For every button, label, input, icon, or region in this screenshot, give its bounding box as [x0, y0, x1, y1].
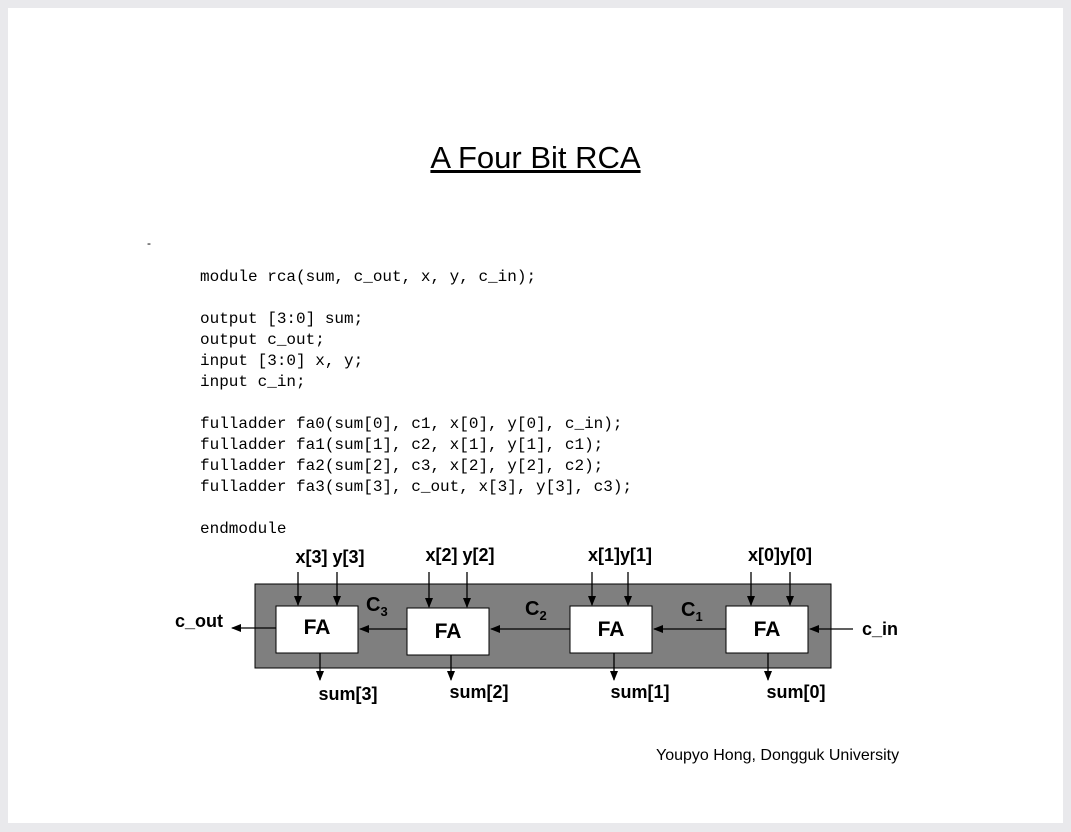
- fa-label: FA: [753, 618, 781, 641]
- stray-dash: -: [147, 236, 151, 250]
- author-credit: Youpyo Hong, Dongguk University: [656, 747, 900, 764]
- c-out-label: c_out: [175, 611, 224, 631]
- code-line: input [3:0] x, y;: [200, 352, 364, 370]
- code-line: endmodule: [200, 520, 287, 538]
- input-label-2: x[2] y[2]: [425, 545, 495, 565]
- sum-label-1: sum[1]: [610, 682, 670, 702]
- sum-label-3: sum[3]: [318, 684, 378, 704]
- code-line: input c_in;: [200, 373, 306, 391]
- code-line: output [3:0] sum;: [200, 310, 364, 328]
- c-in-label: c_in: [862, 619, 899, 639]
- code-line: output c_out;: [200, 331, 325, 349]
- input-label-0: x[0]y[0]: [747, 545, 813, 565]
- carry-label-c3: $C_3$: [366, 594, 388, 619]
- input-label-3: x[3] y[3]: [295, 547, 365, 567]
- fa-label: FA: [434, 620, 462, 643]
- sum-label-2: sum[2]: [449, 682, 509, 702]
- code-line: fulladder fa2(sum[2], c3, x[2], y[2], c2);: [200, 457, 604, 475]
- code-line: fulladder fa3(sum[3], c_out, x[3], y[3], c3);: [200, 478, 633, 496]
- code-line: fulladder fa1(sum[1], c2, x[1], y[1], c1);: [200, 436, 604, 454]
- slide-title: A Four Bit RCA: [430, 140, 641, 175]
- carry-label-c2: $C_2$: [525, 598, 547, 623]
- sum-label-0: sum[0]: [766, 682, 826, 702]
- fa-label: FA: [597, 618, 625, 641]
- carry-label-c1: $C_1$: [681, 599, 703, 624]
- input-label-1: x[1]y[1]: [587, 545, 653, 565]
- fa-label: FA: [303, 616, 331, 639]
- code-line: fulladder fa0(sum[0], c1, x[0], y[0], c_in);: [200, 415, 623, 433]
- code-line: module rca(sum, c_out, x, y, c_in);: [200, 268, 537, 286]
